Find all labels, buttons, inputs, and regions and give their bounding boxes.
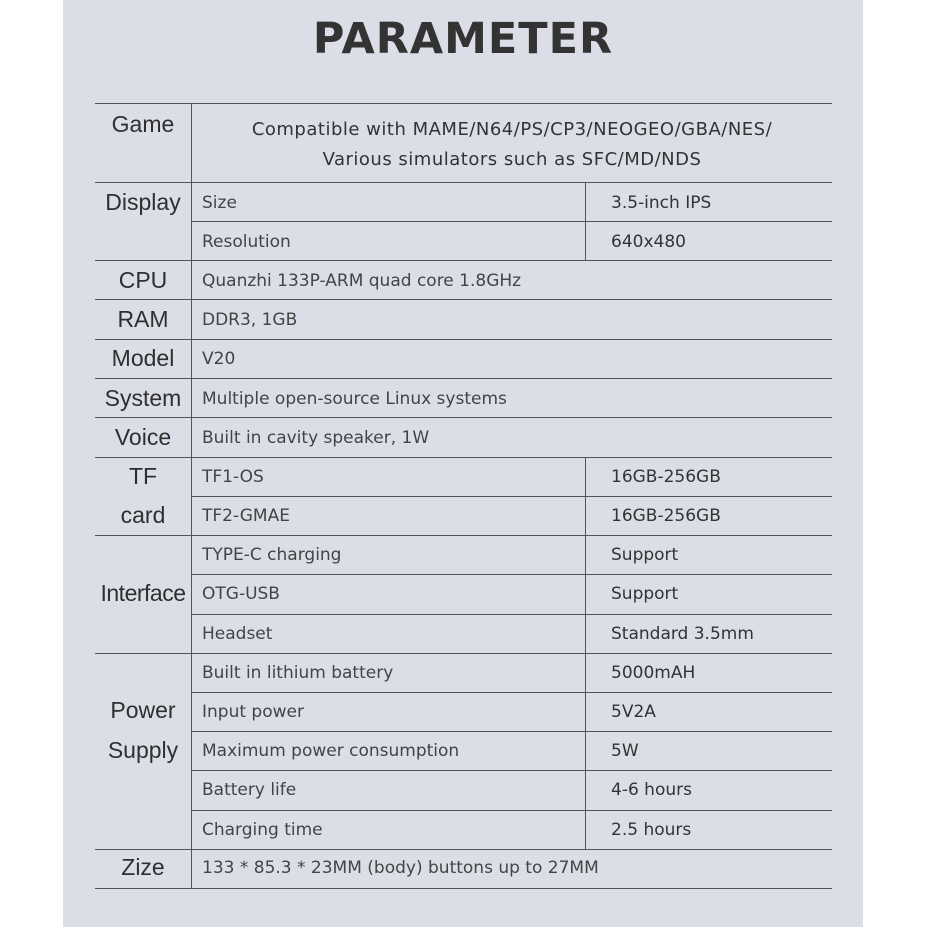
input-power-value: 5V2A xyxy=(611,702,656,722)
column-divider xyxy=(585,535,586,849)
otg-value: Support xyxy=(611,584,679,604)
row-label-model: Model xyxy=(111,345,175,371)
model-value: V20 xyxy=(202,349,236,369)
row-label-card: card xyxy=(120,502,166,528)
typec-value: Support xyxy=(611,545,679,565)
display-size-value: 3.5-inch IPS xyxy=(611,193,712,213)
column-divider xyxy=(585,457,586,536)
size-value: 133 * 85.3 * 23MM (body) buttons up to 27MM xyxy=(202,858,599,878)
ram-value: DDR3, 1GB xyxy=(202,310,298,330)
battery-value: 5000mAH xyxy=(611,663,696,683)
headset-value: Standard 3.5mm xyxy=(611,624,754,644)
table-rule xyxy=(95,182,832,183)
row-label-power: Power xyxy=(110,697,176,723)
row-label-ram: RAM xyxy=(117,306,169,332)
cpu-value: Quanzhi 133P-ARM quad core 1.8GHz xyxy=(202,271,522,291)
row-label-system: System xyxy=(104,385,182,411)
row-label-supply: Supply xyxy=(107,737,179,763)
display-size-label: Size xyxy=(202,193,237,213)
display-resolution-label: Resolution xyxy=(202,232,291,252)
max-power-label: Maximum power consumption xyxy=(202,741,460,761)
row-label-voice: Voice xyxy=(114,424,172,450)
column-divider xyxy=(191,103,192,889)
tf1-value: 16GB-256GB xyxy=(611,467,721,487)
otg-label: OTG-USB xyxy=(202,584,280,604)
row-label-interface: Interface xyxy=(100,580,186,606)
game-compat-line2: Various simulators such as SFC/MD/NDS xyxy=(322,149,702,170)
page-title: PARAMETER xyxy=(312,14,614,64)
column-divider xyxy=(585,182,586,261)
input-power-label: Input power xyxy=(202,702,304,722)
display-resolution-value: 640x480 xyxy=(611,232,686,252)
max-power-value: 5W xyxy=(611,741,639,761)
table-rule xyxy=(95,888,832,889)
voice-value: Built in cavity speaker, 1W xyxy=(202,428,430,448)
system-value: Multiple open-source Linux systems xyxy=(202,389,507,409)
typec-label: TYPE-C charging xyxy=(202,545,342,565)
tf2-value: 16GB-256GB xyxy=(611,506,721,526)
row-label-size: Zize xyxy=(121,854,165,880)
battery-life-value: 4-6 hours xyxy=(611,780,692,800)
row-label-game: Game xyxy=(111,111,175,137)
headset-label: Headset xyxy=(202,624,273,644)
table-rule xyxy=(95,103,832,104)
table-rule xyxy=(192,221,832,222)
row-label-display: Display xyxy=(105,189,181,215)
tf1-label: TF1-OS xyxy=(202,467,264,487)
row-label-cpu: CPU xyxy=(118,267,168,293)
game-compat-line1: Compatible with MAME/N64/PS/CP3/NEOGEO/GBA/NES/ xyxy=(251,119,773,140)
row-label-tf: TF xyxy=(128,463,158,489)
charging-time-value: 2.5 hours xyxy=(611,820,692,840)
tf2-label: TF2-GMAE xyxy=(202,506,290,526)
battery-life-label: Battery life xyxy=(202,780,297,800)
battery-label: Built in lithium battery xyxy=(202,663,394,683)
charging-time-label: Charging time xyxy=(202,820,323,840)
